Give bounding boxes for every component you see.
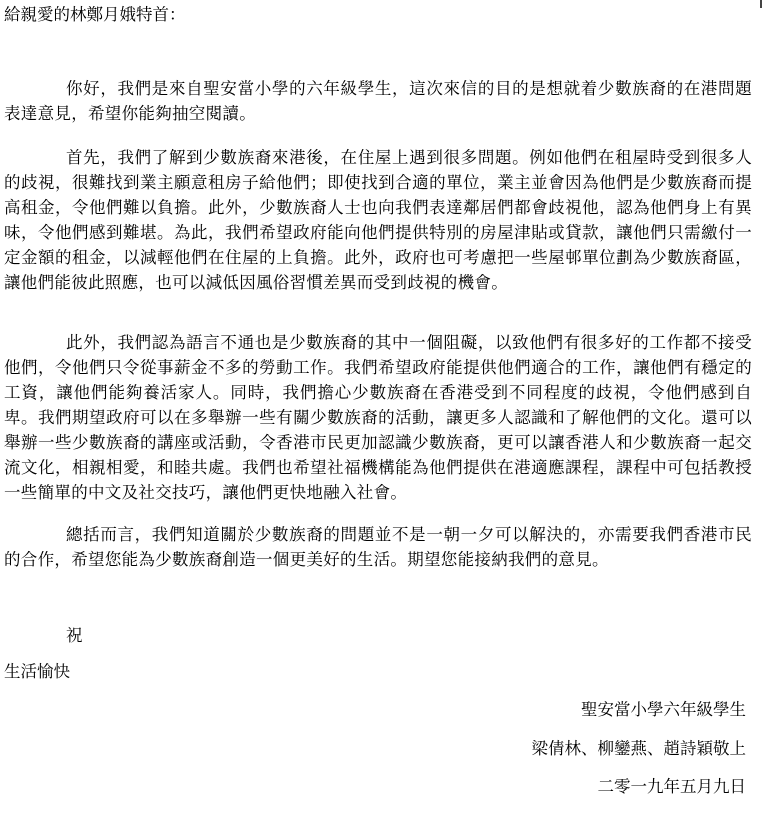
closing-line: 生活愉快 <box>4 662 70 681</box>
paragraph-conclusion: 總括而言，我們知道關於少數族裔的問題並不是一朝一夕可以解決的，亦需要我們香港市民的合作，希望您能為少數族裔創造一個更美好的生活。期望您能接納我們的意見。 <box>4 525 752 569</box>
signature-school: 聖安當小學六年級學生 <box>581 700 746 719</box>
letter-salutation: 給親愛的林鄭月娥特首： <box>4 5 186 24</box>
paragraph-language-employment: 此外，我們認為語言不通也是少數族裔的其中一個阻礙，以致他們有很多好的工作都不接受他們，令他們只令從事薪金不多的勞動工作。我們希望政府能提供他們適合的工作，讓他們有穩定的工資，讓他們能夠養活家人。同時，我們擔心少數族裔在香港受到不同程度的歧視，令他們感到自卑。我們期望政府可以在多舉辦一些有關少數族裔的活動，讓更多人認識和了解他們的文化。還可以舉辦一些少數族裔的講座或活動，令香港市民更加認識少數族裔，更可以讓香港人和少數族裔一起交流文化，相親相愛，和睦共處。我們也希望社福機構能為他們提供在港適應課程，課程中可包括教授一些簡單的中文及社交技巧，讓他們更快地融入社會。 <box>4 333 752 502</box>
signature-date: 二零一九年五月九日 <box>597 777 746 796</box>
signature-names: 梁倩林、柳鑾燕、趙詩穎敬上 <box>531 739 746 758</box>
closing-wish: 祝 <box>66 626 83 645</box>
paragraph-housing: 首先，我們了解到少數族裔來港後，在住屋上遇到很多問題。例如他們在租屋時受到很多人的歧視，很難找到業主願意租房子給他們；即使找到合適的單位，業主並會因為他們是少數族裔而提高租金，令他們難以負擔。此外，少數族裔人士也向我們表達鄰居們都會歧視他，認為他們身上有異味，令他們感到難堪。為此，我們希望政府能向他們提供特別的房屋津貼或貸款，讓他們只需繳付一定金額的租金，以減輕他們在住屋的上負擔。此外，政府也可考慮把一些屋邨單位劃為少數族裔區，讓他們能彼此照應，也可以減低因風俗習慣差異而受到歧視的機會。 <box>4 148 752 292</box>
paragraph-introduction: 你好，我們是來自聖安當小學的六年級學生，這次來信的目的是想就着少數族裔的在港問題表達意見，希望你能夠抽空閱讀。 <box>4 79 752 123</box>
